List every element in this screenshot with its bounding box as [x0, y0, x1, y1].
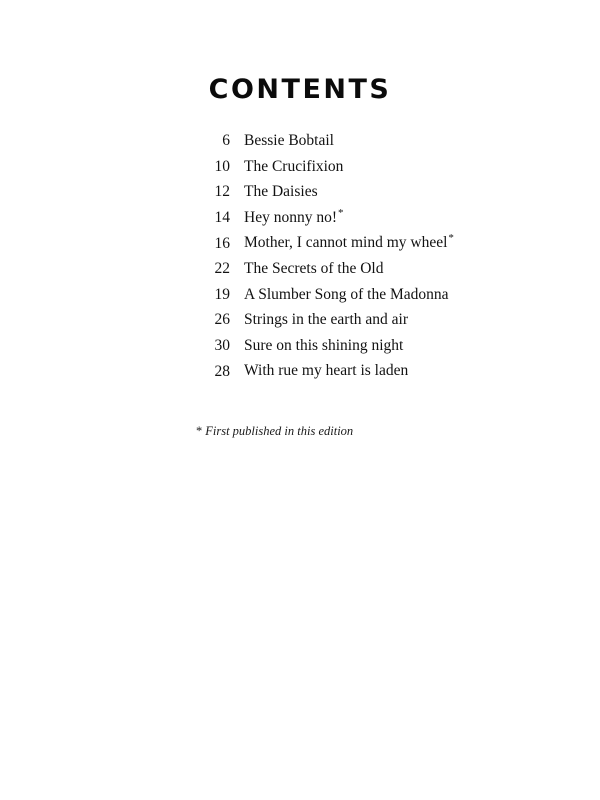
entry-title — [244, 335, 404, 355]
entry-title — [244, 360, 409, 380]
entry-title-text: Strings in the earth and air — [244, 311, 408, 329]
list-item[interactable] — [196, 258, 536, 284]
list-item[interactable] — [196, 232, 536, 258]
entry-footnote-marker: * — [448, 232, 454, 245]
entry-title-text: Hey nonny no! — [244, 208, 337, 226]
footnote-text: First published in this edition — [205, 424, 354, 438]
entry-title — [244, 284, 450, 304]
entry-title — [244, 130, 335, 150]
list-item[interactable] — [196, 360, 536, 386]
entry-title-text: Mother, I cannot mind my wheel — [244, 234, 448, 252]
entry-title — [244, 232, 454, 252]
entry-page-number: 6 — [222, 132, 230, 150]
entry-page-number: 14 — [214, 208, 230, 226]
list-item[interactable] — [196, 335, 536, 361]
entry-footnote-marker: * — [338, 206, 344, 219]
list-item[interactable] — [196, 309, 536, 335]
entry-page-number: 16 — [214, 234, 230, 252]
list-item[interactable] — [196, 284, 536, 310]
list-item[interactable] — [196, 130, 536, 156]
entry-title — [244, 181, 319, 201]
entry-title-text: The Daisies — [244, 183, 318, 201]
entry-title-text: A Slumber Song of the Madonna — [244, 285, 449, 303]
entry-page-number: 30 — [214, 336, 230, 354]
entry-title — [244, 156, 344, 176]
entry-title — [244, 258, 384, 278]
entry-title-text: The Secrets of the Old — [244, 260, 384, 278]
entry-page-number: 22 — [214, 260, 230, 278]
footnote-marker: * — [196, 424, 203, 438]
entry-title — [244, 207, 344, 227]
footnote — [196, 424, 353, 439]
page-title: CONTENTS — [208, 74, 392, 105]
entry-page-number: 10 — [214, 157, 230, 175]
entry-title-text: Bessie Bobtail — [244, 132, 334, 150]
table-of-contents — [196, 130, 536, 386]
list-item[interactable] — [196, 156, 536, 182]
entry-title-text: Sure on this shining night — [244, 336, 404, 354]
entry-title — [244, 309, 409, 329]
list-item[interactable] — [196, 181, 536, 207]
entry-title-text: With rue my heart is laden — [244, 362, 409, 380]
entry-page-number: 26 — [214, 311, 230, 329]
list-item[interactable] — [196, 207, 536, 233]
entry-page-number: 28 — [214, 362, 230, 380]
entry-page-number: 19 — [214, 285, 230, 303]
entry-page-number: 12 — [214, 183, 230, 201]
entry-title-text: The Crucifixion — [244, 157, 344, 175]
